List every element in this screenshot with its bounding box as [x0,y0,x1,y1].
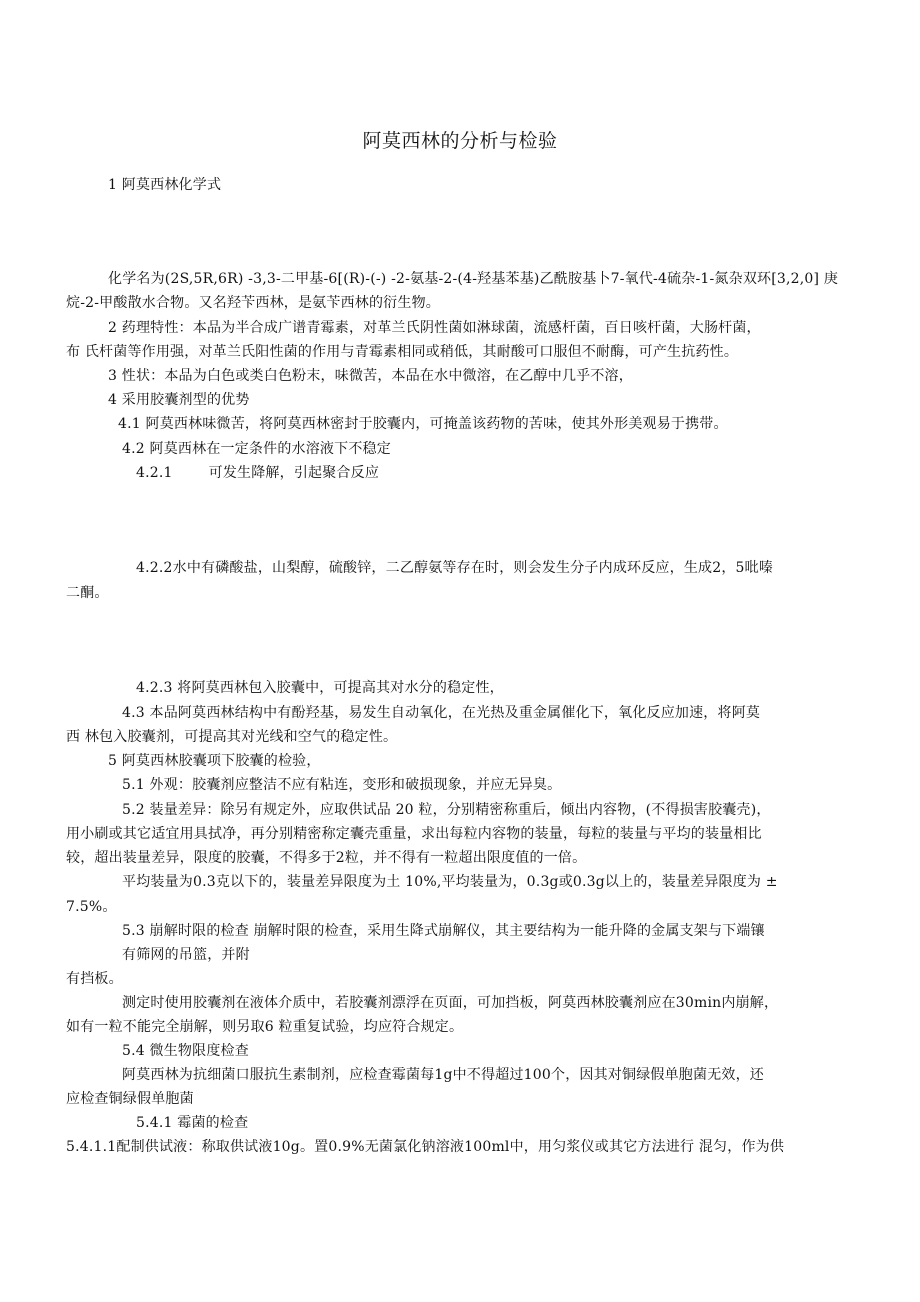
subsection-line [136,463,379,483]
paragraph-line: 二酮。 [66,585,109,601]
paragraph-line: 西 林包入胶囊剂，可提高其对光线和空气的稳定性。 [66,729,398,745]
paragraph-line: 平均装量为0.3克以下的，装量差异限度为土 10%,平均装量为，0.3g或0.3g以上的，装量差异限度为 ± [122,874,778,890]
page-title: 阿莫西林的分析与检验 [362,130,558,152]
paragraph-line: 较，超出装量差异，限度的胶囊，不得多于2粒，并不得有一粒超出限度值的一倍。 [66,850,587,866]
paragraph-line: 5.3 崩解时限的检查 崩解时限的检查，采用生降式崩解仪，其主要结构为一能升降的金属支架与下端镶 [122,923,765,939]
paragraph-line: 5.1 外观：胶囊剂应整洁不应有粘连，变形和破损现象，并应无异臭。 [122,777,562,793]
paragraph-line: 烷-2-甲酸散水合物。又名羟苄西林，是氨苄西林的衍生物。 [66,295,440,311]
paragraph-line: 如有一粒不能完全崩解，则另取6 粒重复试验，均应符合规定。 [66,1019,464,1035]
subsection-heading: 5.4.1 霉菌的检查 [136,1115,249,1131]
subsection-heading: 5.4 微生物限度检查 [122,1043,249,1059]
paragraph-line: 布 氏杆菌等作用强，对革兰氏阳性菌的作用与青霉素相同或稍低，其耐酸可口服但不耐酶，可产生抗药性。 [66,344,739,360]
paragraph-line: 2 药理特性：本品为半合成广谱青霉素，对革兰氏阴性菌如淋球菌，流感杆菌，百日咳杆菌，大肠杆菌， [108,320,761,336]
paragraph-line: 有筛网的吊篮，并附 [122,947,250,963]
paragraph-line: 有挡板。 [66,971,123,987]
paragraph-line: 阿莫西林为抗细菌口服抗生素制剂，应检查霉菌每1g中不得超过100个，因其对铜绿假单胞菌无效，还 [122,1067,764,1083]
paragraph-line: 5.4.1.1配制供试液：称取供试液10g。置0.9%无菌氯化钠溶液100ml中，用匀浆仪或其它方法进行 混匀，作为供 [66,1139,785,1155]
paragraph-line: 用小刷或其它适宜用具拭净，再分别精密称定囊壳重量，求出每粒内容物的装量，每粒的装量与平均的装量相比 [66,826,762,842]
paragraph-line: 化学名为(2S,5R,6R) -3,3-二甲基-6[(R)-(-) -2-氨基-2-(4-羟基苯基)乙酰胺基卜7-氧代-4硫杂-1-氮杂双环[3,2,0] 庚 [108,271,839,287]
paragraph-line: 4.2.3 将阿莫西林包入胶囊中，可提高其对水分的稳定性， [136,680,504,696]
paragraph-line: 应检查铜绿假单胞菌 [66,1091,194,1107]
paragraph-line: 4.3 本品阿莫西林结构中有酚羟基，易发生自动氧化，在光热及重金属催化下，氧化反应加速，将阿莫 [122,705,761,721]
paragraph-line: 测定时使用胶囊剂在液体介质中，若胶囊剂漂浮在页面，可加挡板，阿莫西林胶囊剂应在30min内崩解， [122,995,779,1011]
subsection-number: 4.2.1 [136,465,173,481]
paragraph-line: 3 性状：本品为白色或类白色粉末，味微苦，本品在水中微溶，在乙醇中几乎不溶， [108,368,633,384]
subsection-heading: 4.2 阿莫西林在一定条件的水溶液下不稳定 [122,441,391,457]
paragraph-line: 7.5%。 [66,899,117,915]
paragraph-line: 4.2.2水中有磷酸盐，山梨醇，硫酸锌，二乙醇氨等存在时，则会发生分子内成环反应，生成2，5吡嗪 [136,560,774,576]
paragraph-line: 4.1 阿莫西林味微苦，将阿莫西林密封于胶囊内，可掩盖该药物的苦味，使其外形美观易于携带。 [118,416,728,432]
subsection-text: 可发生降解，引起聚合反应 [208,465,380,481]
paragraph-line: 5.2 装量差异：除另有规定外，应取供试品 20 粒，分别精密称重后，倾出内容物，(不得损害胶囊壳)， [122,802,771,818]
section-heading-1: 1 阿莫西林化学式 [108,177,222,193]
section-heading-5: 5 阿莫西林胶囊项下胶囊的检验， [108,753,321,769]
section-heading-4: 4 采用胶囊剂型的优势 [108,392,250,408]
